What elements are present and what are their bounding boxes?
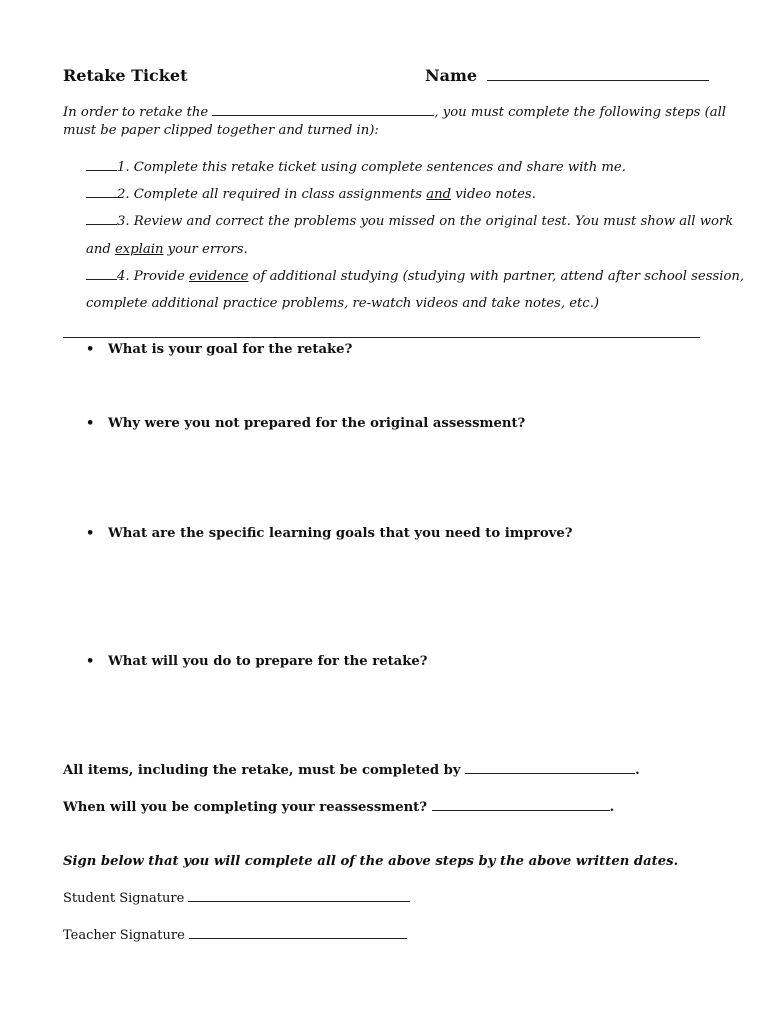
bullet-icon: • [86, 654, 95, 669]
student-signature [63, 891, 410, 906]
student-signature-label: Student Signature [63, 891, 185, 906]
step-2-check-blank[interactable] [86, 197, 117, 198]
intro-line-2: must be paper clipped together and turned in): [63, 123, 379, 138]
question-3: • What are the specific learning goals that you need to improve? [86, 526, 573, 541]
student-signature-blank[interactable] [188, 901, 410, 902]
name-blank[interactable] [487, 80, 709, 81]
step-2: 2. Complete all required in class assignments and video notes. [86, 187, 536, 202]
teacher-signature-label: Teacher Signature [63, 928, 185, 943]
step-1-check-blank[interactable] [86, 170, 117, 171]
teacher-signature [63, 928, 407, 943]
intro-line-1: In order to retake the , you must complete the following steps (all [63, 105, 727, 120]
teacher-signature-blank[interactable] [189, 938, 407, 939]
bullet-icon: • [86, 526, 95, 541]
name-field[interactable] [425, 66, 709, 85]
completion-date-blank[interactable] [465, 773, 635, 774]
step-3: 3. Review and correct the problems you missed on the original test. You must show all work [86, 214, 733, 229]
step-4-continued: complete additional practice problems, re-watch videos and take notes, etc.) [86, 296, 600, 311]
page-title: Retake Ticket [63, 66, 188, 85]
bullet-icon: • [86, 342, 95, 357]
question-4: • What will you do to prepare for the retake? [86, 654, 428, 669]
step-4-check-blank[interactable] [86, 279, 117, 280]
question-2: • Why were you not prepared for the original assessment? [86, 416, 526, 431]
step-4: 4. Provide evidence of additional studying (studying with partner, attend after school session, [86, 269, 744, 284]
reassessment-date-blank[interactable] [432, 810, 610, 811]
step-3-continued: and explain your errors. [86, 242, 248, 257]
sign-instruction: Sign below that you will complete all of the above steps by the above written dates. [63, 854, 679, 869]
completion-deadline: All items, including the retake, must be completed by . [63, 763, 640, 778]
step-3-check-blank[interactable] [86, 224, 117, 225]
bullet-icon: • [86, 416, 95, 431]
reassessment-date: When will you be completing your reassessment? . [63, 800, 615, 815]
question-1: • What is your goal for the retake? [86, 342, 353, 357]
name-label: Name [425, 66, 478, 85]
step-1: 1. Complete this retake ticket using complete sentences and share with me. [86, 160, 626, 175]
test-name-blank[interactable] [212, 115, 434, 116]
divider [63, 337, 700, 338]
